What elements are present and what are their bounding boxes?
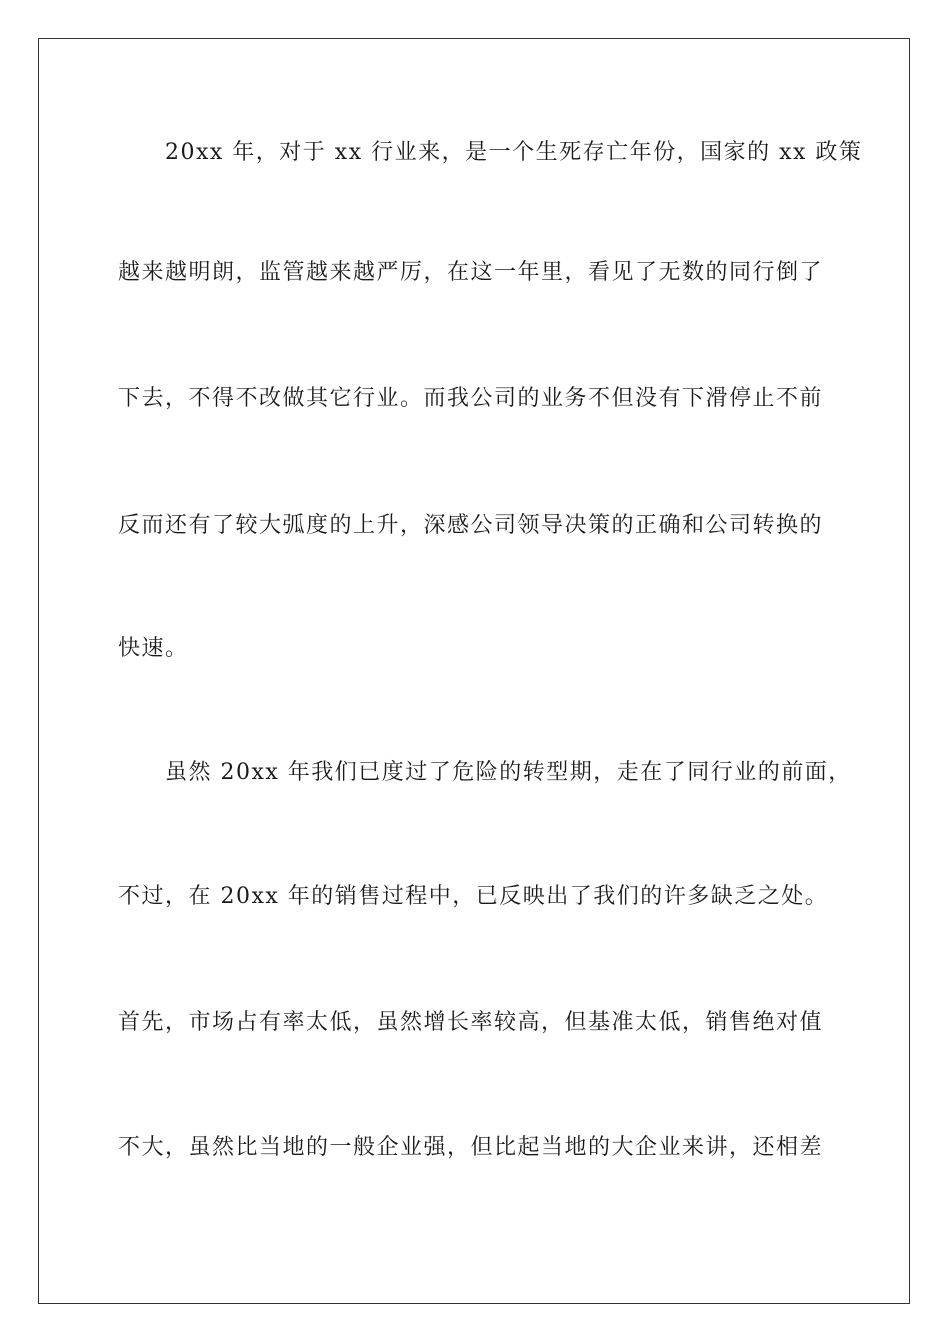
text-line-4: 反而还有了较大弧度的上升，深感公司领导决策的正确和公司转换的 — [118, 513, 824, 538]
text-line-7: 不过，在 20xx 年的销售过程中，已反映出了我们的许多缺乏之处。 — [118, 884, 829, 909]
text-line-5: 快速。 — [118, 636, 189, 661]
text-line-6: 虽然 20xx 年我们已度过了危险的转型期，走在了同行业的前面， — [118, 760, 852, 785]
text-line-3: 下去，不得不改做其它行业。而我公司的业务不但没有下滑停止不前 — [118, 386, 824, 411]
text-line-1: 20xx 年，对于 xx 行业来，是一个生死存亡年份，国家的 xx 政策 — [118, 140, 863, 165]
text-line-9: 不大，虽然比当地的一般企业强，但比起当地的大企业来讲，还相差 — [118, 1135, 824, 1160]
text-line-8: 首先，市场占有率太低，虽然增长率较高，但基准太低，销售绝对值 — [118, 1010, 824, 1035]
page-border — [38, 38, 910, 1304]
text-line-2: 越来越明朗，监管越来越严厉，在这一年里，看见了无数的同行倒了 — [118, 260, 824, 285]
